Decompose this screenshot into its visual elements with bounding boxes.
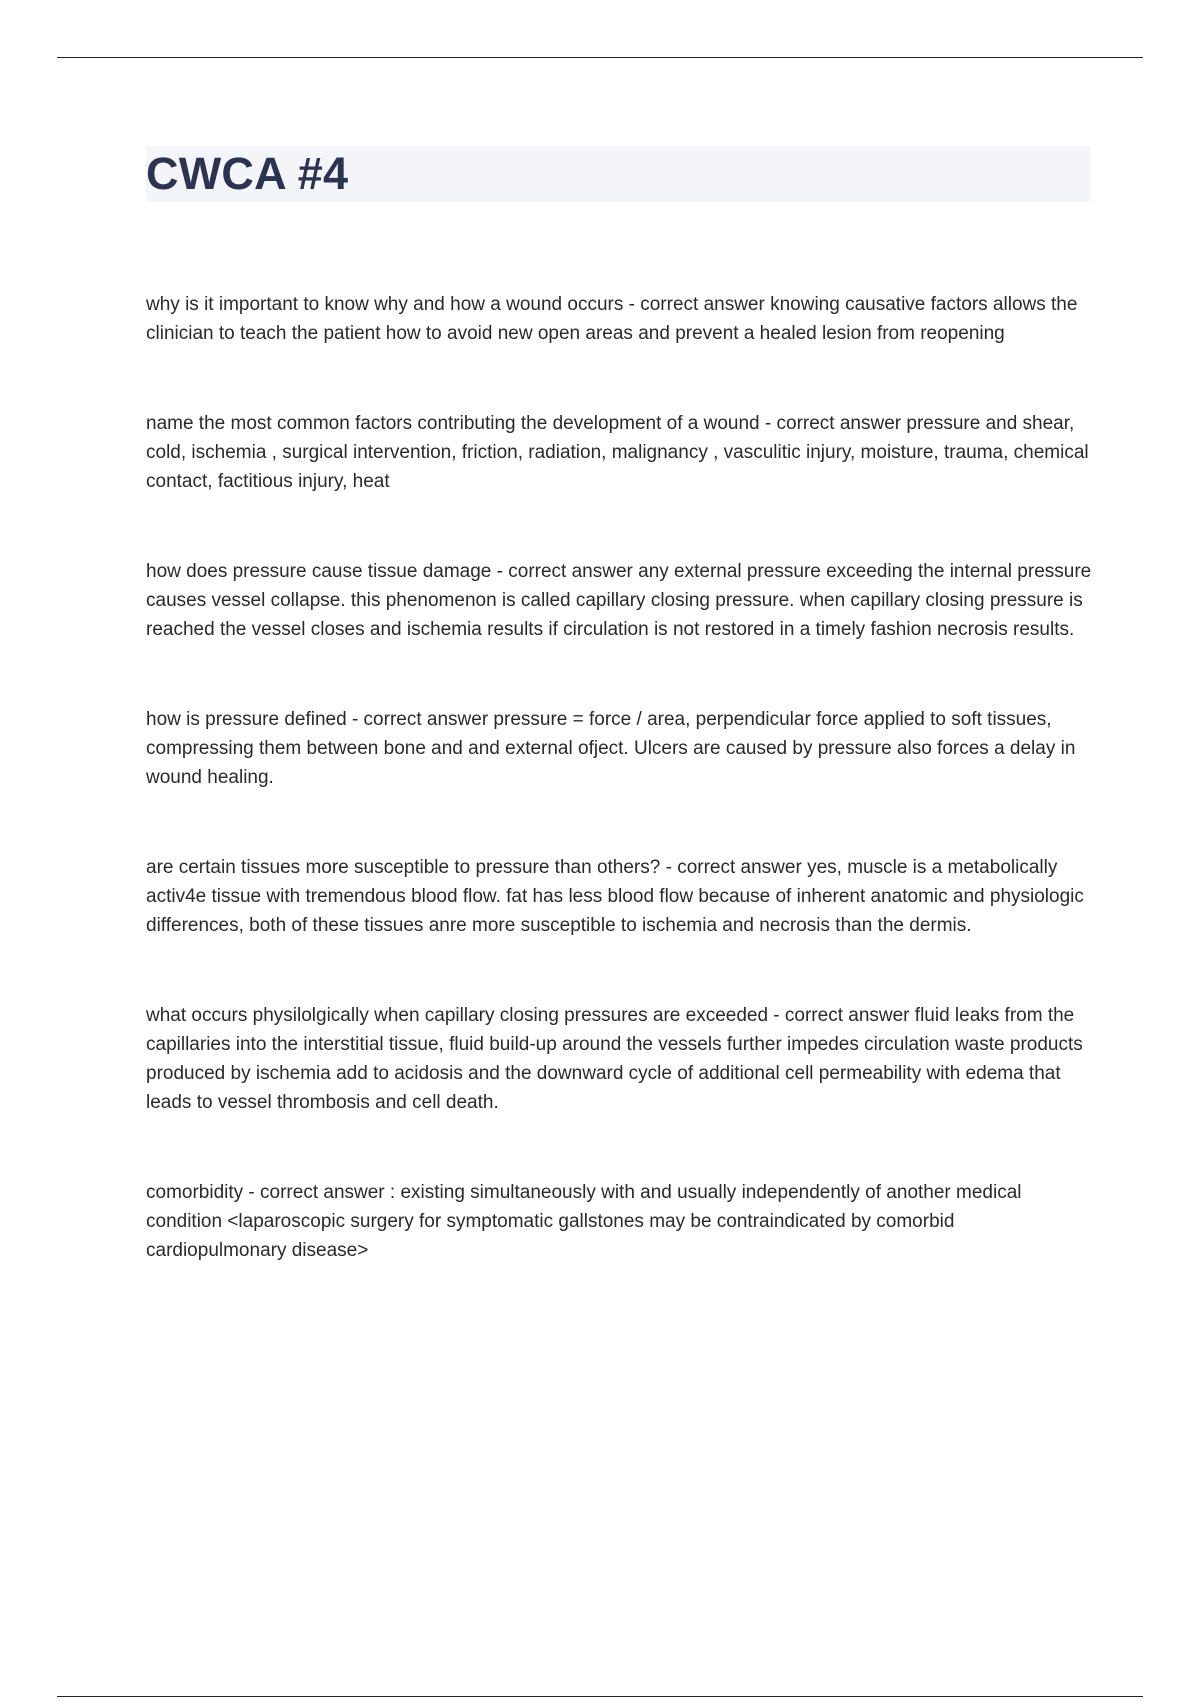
page-title: CWCA #4 xyxy=(146,148,349,199)
qa-item: comorbidity - correct answer : existing simultaneously with and usually independently of another medical condition <laparoscopic surgery for symptomatic gallstones may be contraindicated by comorbid cardiopulmonary disease> xyxy=(146,1182,1022,1261)
qa-item: why is it important to know why and how a wound occurs - correct answer knowing causative factors allows the clinician to teach the patient how to avoid new open areas and prevent a healed lesion from reopening xyxy=(146,294,1078,344)
bottom-divider xyxy=(57,1696,1143,1697)
qa-item: how is pressure defined - correct answer pressure = force / area, perpendicular force applied to soft tissues, compressing them between bone and and external ofject. Ulcers are caused by pressure also forces a delay in wound healing. xyxy=(146,709,1076,788)
qa-list xyxy=(146,290,1096,1326)
qa-item: how does pressure cause tissue damage - correct answer any external pressure exceeding the internal pressure causes vessel collapse. this phenomenon is called capillary closing pressure. when capillary closing pressure is reached the vessel closes and ischemia results if circulation is not restored in a timely fashion necrosis results. xyxy=(146,561,1092,640)
qa-item: what occurs physilolgically when capillary closing pressures are exceeded - correct answer fluid leaks from the capillaries into the interstitial tissue, fluid build-up around the vessels further impedes circulation waste products produced by ischemia add to acidosis and the downward cycle of additional cell permeability with edema that leads to vessel thrombosis and cell death. xyxy=(146,1005,1083,1113)
qa-item: name the most common factors contributing the development of a wound - correct answer pressure and shear, cold, ischemia , surgical intervention, friction, radiation, malignancy , vasculitic injury, moisture, trauma, chemical contact, factitious injury, heat xyxy=(146,413,1089,492)
top-divider xyxy=(57,57,1143,58)
qa-item: are certain tissues more susceptible to pressure than others? - correct answer yes, muscle is a metabolically activ4e tissue with tremendous blood flow. fat has less blood flow because of inherent anatomic and physiologic differences, both of these tissues anre more susceptible to ischemia and necrosis than the dermis. xyxy=(146,857,1084,936)
